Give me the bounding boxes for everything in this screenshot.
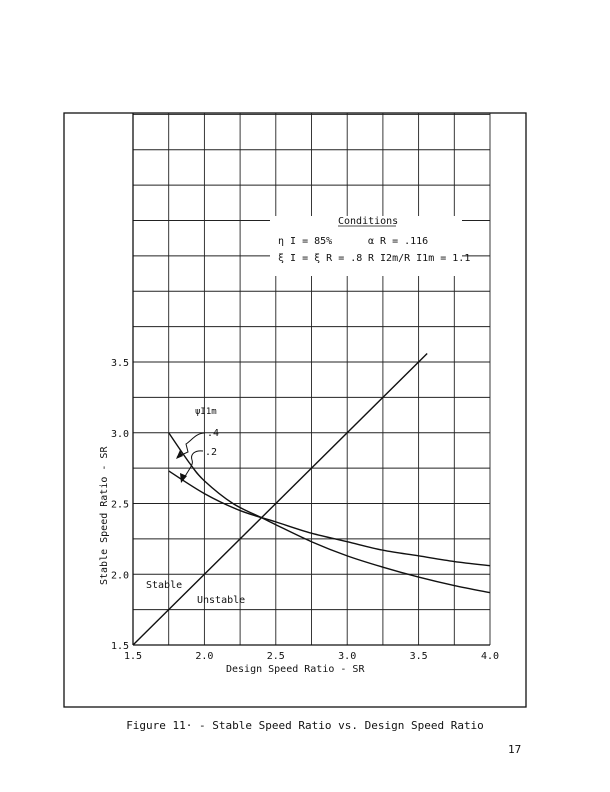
figure-caption: Figure 11· - Stable Speed Ratio vs. Design Speed Ratio bbox=[126, 719, 484, 732]
page-number: 17 bbox=[508, 743, 522, 756]
unstable-region-label: Unstable bbox=[197, 595, 246, 606]
condition-radius-ratio: R I2m/R I1m = 1.1 bbox=[368, 253, 471, 264]
conditions-box bbox=[270, 216, 470, 276]
condition-alpha: α R = .116 bbox=[368, 236, 429, 247]
x-tick-label: 1.5 bbox=[123, 651, 143, 662]
series-label-02: .2 bbox=[205, 447, 218, 458]
x-axis-label: Design Speed Ratio - SR bbox=[226, 664, 365, 675]
x-tick-label: 3.5 bbox=[409, 651, 428, 662]
y-tick-label: 3.5 bbox=[110, 358, 129, 369]
y-tick-label: 1.5 bbox=[110, 641, 129, 652]
conditions-title: Conditions bbox=[338, 216, 399, 227]
y-axis-label: Stable Speed Ratio - SR bbox=[99, 446, 110, 585]
series-line-02 bbox=[169, 471, 490, 566]
condition-xi: ξ I = ξ R = .8 bbox=[278, 253, 363, 264]
y-tick-label: 2.0 bbox=[110, 570, 129, 582]
grid bbox=[133, 113, 490, 645]
condition-efficiency: η I = 85% bbox=[278, 236, 333, 247]
x-tick-label: 3.0 bbox=[338, 651, 357, 662]
stable-region-label: Stable bbox=[146, 580, 183, 591]
legend-title: ψI1m bbox=[195, 407, 217, 417]
series-label-04: .4 bbox=[207, 428, 220, 439]
ticks-layer bbox=[111, 358, 499, 662]
x-tick-label: 2.5 bbox=[266, 651, 285, 662]
y-tick-label: 2.5 bbox=[110, 499, 129, 511]
x-tick-label: 4.0 bbox=[480, 651, 500, 662]
x-tick-label: 2.0 bbox=[195, 651, 214, 662]
y-tick-label: 3.0 bbox=[110, 428, 129, 440]
